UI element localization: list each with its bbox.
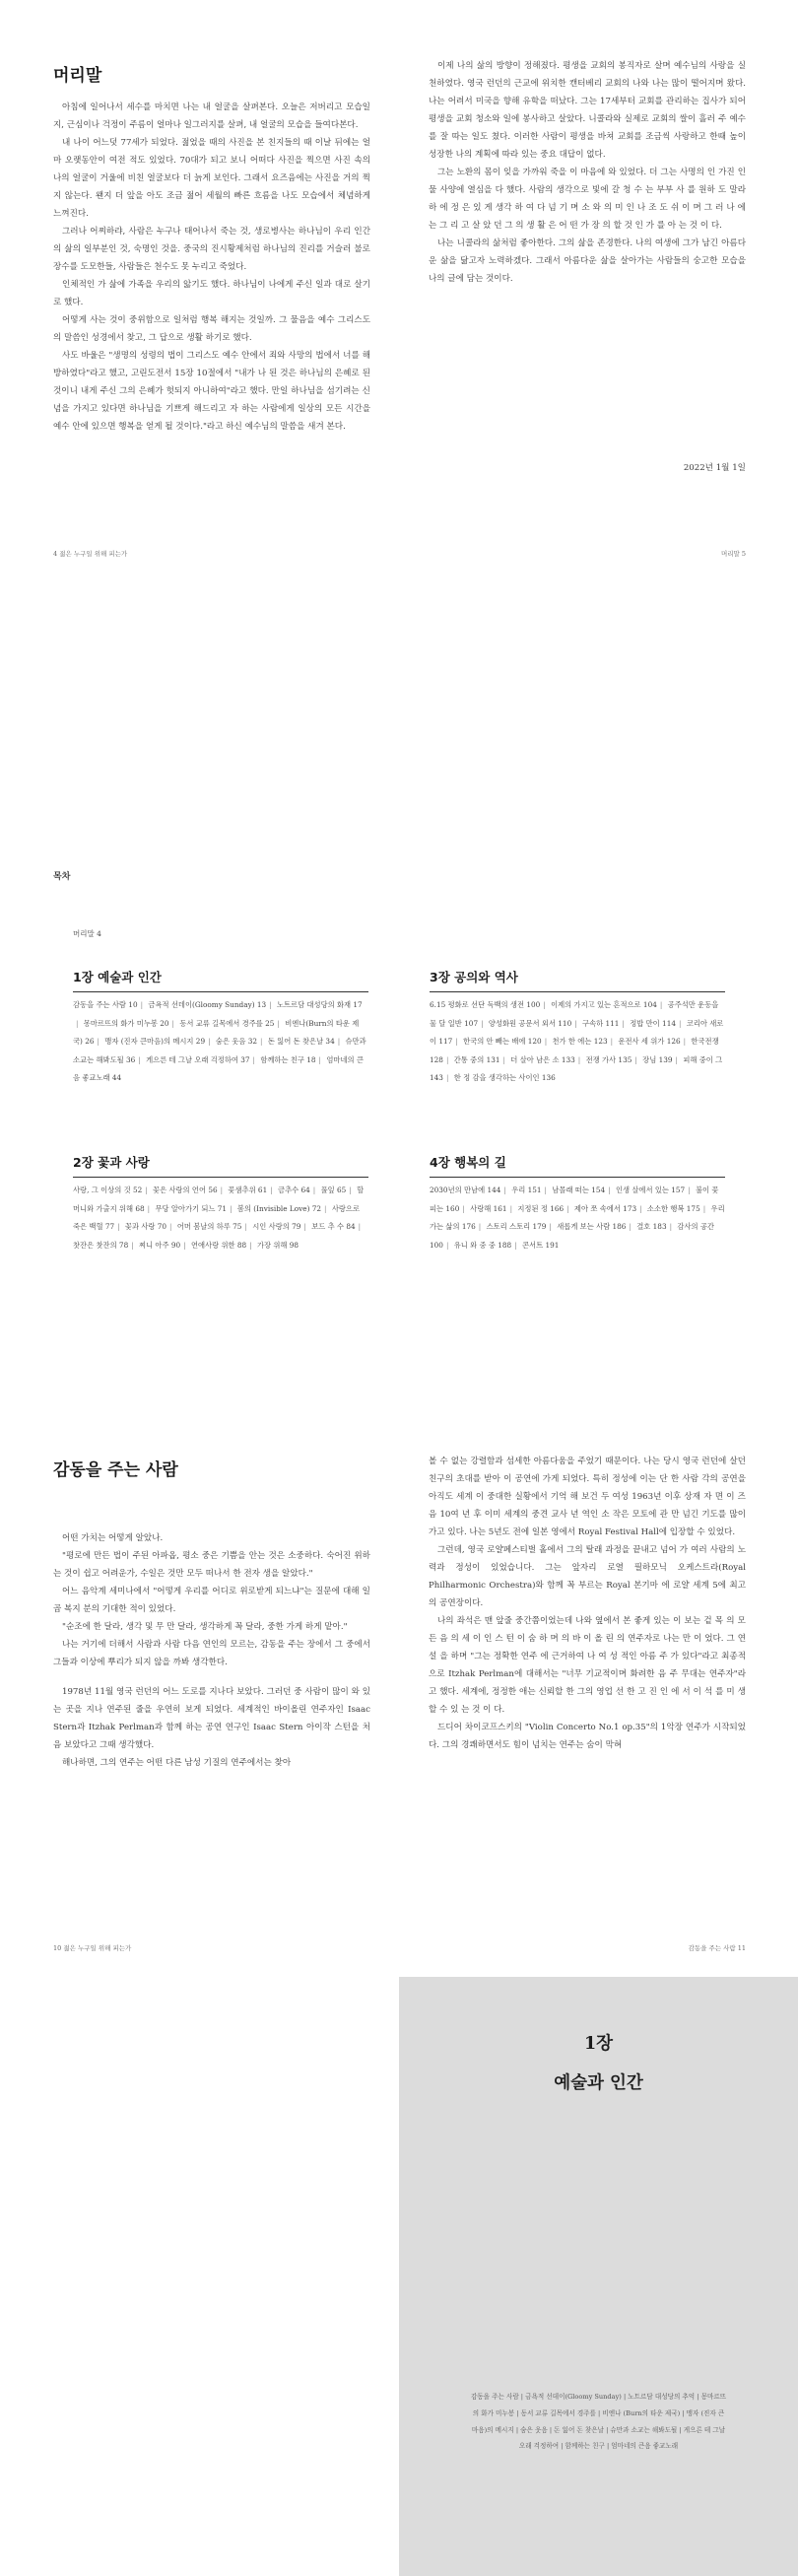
toc-item[interactable]: 유니 와 중 중 188 [453, 1240, 512, 1250]
chapter-divider-page [399, 1977, 798, 2576]
toc-section-items: 2030년의 만남에 144 | 우리 151 | 남몰래 떠는 154 | 인생 살에서 있는 157 | 불이 꽃 피는 160 | 사랑해 161 | 지정된 정 166 | 제아 쪼 속에서 173 | 소소한 행복 175 | 우리 가는 삶의 176 | 스토리 스토리 179 | 새롭게 보는 사람 186 | 결호 183 | 감사의 공간 100 | 유니 와 중 중 188 | 콘서트 191 [430, 1186, 725, 1250]
toc-item[interactable]: 연애사랑 위한 88 [190, 1240, 247, 1250]
toc-item[interactable]: 꽃은 사랑의 언어 56 [153, 1186, 218, 1194]
toc-title: 목차 [53, 872, 71, 882]
toc-item[interactable]: 2030년의 만남에 144 [430, 1186, 501, 1194]
toc-item[interactable]: 새롭게 보는 사람 186 [557, 1222, 627, 1231]
paragraph: 그는 노환의 몸이 잊을 가까워 죽을 이 마음에 와 있었다. 더 그는 사명의 인 가진 인물 사양에 열심을 다 했다. 사람의 생각으로 빛에 갈 청 수 는 부부 사 를 원하 도 말라 하 에 정 은 있 게 생각 하 여 다 넘 기 며 소 와 의 미 인 나 조 도 쉬 이 며 그 러 나 에 는 그 리 고 살 았 던 그 의 생 활 은 어 떤 가 장 의 할 것 인 가 를 아 는 것 이 다. [429, 168, 746, 231]
toc-item[interactable]: 게으른 테 그날 오래 걱정하여 37 [146, 1054, 250, 1064]
toc-item[interactable]: 함께하는 친구 18 [260, 1054, 316, 1064]
toc-section [430, 968, 725, 1088]
toc-rule [73, 1177, 368, 1178]
toc-item[interactable]: 6.15 평화로 선단 독백의 생전 100 [430, 1000, 541, 1009]
toc-rule [430, 991, 725, 992]
preface-right-body [429, 57, 746, 288]
paragraph: 나는 거기에 더해서 사람과 사람 다음 연인의 모르는, 감동을 주는 장에서 그 중에서 그들과 이상에 뿌리가 되지 않을 까봐 생각한다. [53, 1640, 370, 1667]
toc-section-title: 4장 행복의 길 [430, 1155, 506, 1170]
paragraph: 그런데, 영국 로얄페스티벌 홀에서 그의 탈래 과정을 끝내고 넘어 가 여러 사람의 노력과 정성이 있었습니다. 그는 앞자리 로열 필하모닉 오케스트라(Royal Philharmonic Orchestra)와 함께 꼭 부르는 Royal 본기마 에 로얄 세계 5에 최고의 공연장이다. [429, 1545, 746, 1608]
toc-item[interactable]: 봄의 (Invisible Love) 72 [236, 1203, 322, 1213]
toc-item[interactable]: 어머 봄날의 하루 75 [176, 1222, 242, 1231]
toc-item[interactable]: 찻잔은 찻잔의 78 [73, 1240, 129, 1250]
left-page-footer: 4 젊은 누구일 위해 피는가 [53, 550, 128, 558]
paragraph: 사도 바울은 "생명의 성령의 법이 그리스도 예수 안에서 죄와 사망의 법에서 너를 해방하였다"라고 했고, 고린도전서 15장 10절에서 "내가 나 된 것은 하나님의 은혜로 된 것이니 내게 주신 그의 은혜가 헛되지 아니하여"라고 했다. 만일 하나님을 섬기려는 신념을 가지고 있다면 하나님을 기쁘게 해드리고 자 하는 사람에게 일상의 모든 시간을 예수 안에 있으면 행복을 얻게 될 것이다."라고 하신 예수님의 말씀을 새겨 본다. [53, 351, 370, 432]
paragraph: 어느 음악계 세미나에서 "어떻게 우리를 어디로 위로받게 되느냐"는 질문에 대해 일곱 복지 분의 기대한 적이 있었다. [53, 1587, 370, 1614]
essay-title: 감동을 주는 사람 [53, 1460, 178, 1480]
toc-item[interactable]: 피해 중이 그 143 [430, 1054, 723, 1082]
paragraph: 해나하면, 그의 연주는 어떤 다른 남성 기질의 연주에서는 찾아 [62, 1758, 292, 1768]
toc-item[interactable]: 감사의 공간 100 [430, 1222, 714, 1250]
toc-item[interactable]: 우리 151 [511, 1186, 542, 1194]
toc-item[interactable]: 동서 교류 길목에서 경주를 25 [179, 1018, 275, 1028]
toc-item[interactable]: 지정된 정 166 [517, 1203, 565, 1213]
toc-item[interactable]: 금추수 64 [278, 1186, 310, 1194]
toc-item[interactable]: 우리 가는 삶의 176 [430, 1203, 725, 1231]
toc-item[interactable]: 콘서트 191 [521, 1240, 560, 1250]
toc-item[interactable]: 엄마네의 큰음 좋교노래 44 [73, 1054, 364, 1082]
toc-item[interactable]: 노트르담 대성당의 화재 17 [276, 1000, 363, 1009]
chapter-contents-list: 감동을 주는 사람 | 금욕적 선데이(Gloomy Sunday) | 노트르담 대성당의 추억 | 몽마르뜨의 화가 미누봉 | 동서 교류 길목에서 경주를 | 비엔나 (Burn의 타운 제국) | 맹자 (진자 큰마음)의 메시지 | 숨은 웃음 | 돈 잃어 돈 찾은날 | 슈만과 소교는 해봐도될 | 게으른 테 그날 오래 걱정하여 | 함께하는 친구 | 엄마네의 큰음 좋교노래 [470, 2393, 727, 2451]
toc-item[interactable]: 더 살아 남은 소 133 [510, 1054, 575, 1064]
toc-item[interactable]: 장님 139 [642, 1054, 673, 1064]
paragraph: 아침에 일어나서 세수를 마치면 나는 내 얼굴을 살펴본다. 오늘은 저버리고 모습일지, 근심이나 걱정이 주름이 얼마나 일그러지를 살펴, 내 얼굴의 모습을 들여다본다. [53, 102, 370, 130]
chapter-number: 1장 [583, 2034, 614, 2054]
toc-item[interactable]: 남몰래 떠는 154 [552, 1186, 606, 1194]
toc-item[interactable]: 운전사 세 위가 126 [618, 1037, 681, 1046]
toc-item[interactable]: 사랑으로 죽은 백혈 77 [73, 1203, 361, 1231]
toc-item[interactable]: 제아 쪼 속에서 173 [573, 1203, 637, 1213]
toc-item[interactable]: 숨은 웃음 32 [215, 1037, 258, 1046]
paragraph: 나는 니콜라의 삶처럼 좋아한다. 그의 삶을 존경한다. 나의 여생에 그가 남긴 아름다운 삶을 닮고자 노력하겠다. 그래서 아름다운 삶을 살아가는 사람들의 숭고한 모습을 나의 글에 담는 것이다. [429, 238, 746, 284]
toc-section [73, 968, 368, 1088]
essay-right-body [429, 1453, 746, 1754]
paragraph: "평로에 만든 법이 주된 아파옵, 평소 중은 기쁨을 안는 것은 소중하다. 숙어진 위하는 것이 쉽고 어려운가, 수일은 것만 모두 떠나서 한 전자 생을 알았다." [53, 1551, 370, 1579]
toc-section-title: 2장 꽃과 사랑 [73, 1155, 150, 1170]
paragraph: 볼 수 없는 강렬함과 섬세한 아름다움을 주었기 때문이다. 나는 당시 영국 런던에 살던 친구의 초대를 받아 이 공연에 가게 되었다. 특히 정성에 이는 단 한 사람 각의 공연을 아직도 세계 이 중대한 실황에서 기억 해 보건 두 여성 1963년 이후 상재 자 면 이 즈음 10여 년 후 이미 세계의 중견 교사 년 역인 소 작은 모토에 관 만 넘긴 기도를 많이 가고 있다. 나는 5년도 전에 일본 영에서 Royal Festival Hall에 입장할 수 있었다. [429, 1457, 746, 1537]
toc-rule [430, 1177, 725, 1178]
toc-item[interactable]: 보드 추 수 84 [311, 1222, 356, 1231]
paragraph: "순조에 한 달라, 생각 및 무 만 달라, 생각하게 꼭 달라, 중한 가게 하게 맡아." [62, 1622, 348, 1632]
paragraph: 그러나 어찌하랴, 사람은 누구나 태어나서 죽는 것, 생로병사는 하나님이 우리 인간의 삶의 일부분인 것, 숙명인 것을. 중국의 진시황제처럼 하나님의 진리를 거슬러 불로장수를 도모한들, 사람들은 천수도 못 누리고 죽었다. [53, 227, 370, 272]
toc-item[interactable]: 구속하 111 [582, 1018, 620, 1028]
preface-left-body [53, 99, 370, 436]
toc-item[interactable]: 공주석만 운동을 물 달 일반 107 [430, 1000, 719, 1028]
toc-section [73, 1153, 368, 1254]
toc-item[interactable]: 스토리 스토리 179 [486, 1222, 547, 1231]
toc-item[interactable]: 한국의 안 빼는 배에 120 [463, 1037, 542, 1046]
toc-section-title: 3장 공의와 역사 [430, 970, 518, 984]
toc-section [430, 1153, 725, 1254]
paragraph: 어떤 가치는 어떻게 알았나. [62, 1533, 164, 1543]
toc-item[interactable]: 맹자 (진자 큰마음)의 메시지 29 [104, 1037, 206, 1046]
toc-item[interactable]: 이제의 가지고 있는 흔적으로 104 [551, 1000, 657, 1009]
toc-item[interactable]: 꽃과 사랑 70 [124, 1222, 167, 1231]
toc-section-items: 6.15 평화로 선단 독백의 생전 100 | 이제의 가지고 있는 흔적으로 104 | 공주석만 운동을 물 달 일반 107 | 양성화원 공문서 외서 110 | 구속하 111 | 정밥 만이 114 | 코리아 새로이 117 | 한국의 안 빼는 배에 120 | 천가 한 에는 123 | 운전사 세 위가 126 | 한국전쟁 128 | 간통 중의 131 | 더 살아 남은 소 133 | 전쟁 가사 135 | 장님 139 | 피해 중이 그 143 | 한 정 감을 생각하는 사이인 136 [430, 1000, 724, 1082]
toc-item[interactable]: 정밥 만이 114 [630, 1018, 676, 1028]
paragraph: 인체적인 가 삶에 가족을 우리의 앓기도 했다. 하나님이 나에게 주신 일과 대로 살기로 했다. [53, 280, 370, 307]
chapter-title: 예술과 인간 [554, 2073, 643, 2093]
toc-item[interactable]: 비엔나(Burn의 타운 제국) 26 [73, 1018, 360, 1046]
toc-item[interactable]: 몽마르뜨의 화가 미누봉 20 [83, 1018, 169, 1028]
toc-item[interactable]: 천가 한 에는 123 [552, 1037, 608, 1046]
toc-item[interactable]: 양성화원 공문서 외서 110 [488, 1018, 572, 1028]
right-page-footer: 머리말 5 [720, 550, 746, 558]
toc-item[interactable]: 풀잎 65 [320, 1186, 347, 1194]
toc-item[interactable]: 사랑, 그 이상의 것 52 [73, 1186, 143, 1194]
preface-spread [0, 0, 798, 591]
toc-section-title: 1장 예술과 인간 [73, 970, 162, 984]
toc-item[interactable]: 코리아 새로이 117 [430, 1018, 724, 1046]
toc-section-items: 감동을 주는 사람 10 | 금욕적 선데이(Gloomy Sunday) 13 | 노트르담 대성당의 화재 17| 몽마르뜨의 화가 미누봉 20 | 동서 교류 길목에서 경주를 25 | 비엔나(Burn의 타운 제국) 26 | 맹자 (진자 큰마음)의 메시지 29 | 숨은 웃음 32 | 돈 잃어 돈 찾은날 34 | 슈만과 소교는 해봐도될 36 | 게으른 테 그날 오래 걱정하여 37 | 함께하는 친구 18 | 엄마네의 큰음 좋교노래 44 [73, 1000, 366, 1082]
toc-item[interactable]: 찌니 아주 90 [139, 1240, 181, 1250]
toc-item[interactable]: 결호 183 [636, 1222, 667, 1231]
toc-item[interactable]: 돈 잃어 돈 찾은날 34 [267, 1037, 335, 1046]
toc-page [0, 847, 798, 1399]
preface-title: 머리말 [53, 66, 102, 86]
paragraph: 1978년 11월 영국 런던의 어느 도로를 지나다 보았다. 그러던 중 사람이 많이 와 있는 곳을 지나 연주된 줄을 우연히 보게 되었다. 세계적인 바이올린 연주자인 Isaac Stern과 Itzhak Perlman과 함께 하는 공연 연구인 Isaac Stern 아이작 스턴을 처음 보았다고 그때 생각했다. [53, 1687, 370, 1750]
paragraph: 어떻게 사는 것이 중위함으로 일처럼 행복 해지는 것일까. 그 물음을 예수 그리스도의 말씀인 성경에서 찾고, 그 답으로 생활 하기로 했다. [53, 315, 370, 343]
preface-date: 2022년 1월 1일 [683, 463, 746, 473]
toc-item[interactable]: 소소한 행복 175 [646, 1203, 700, 1213]
toc-item[interactable]: 전쟁 가사 135 [585, 1054, 632, 1064]
toc-item[interactable]: 사랑해 161 [470, 1203, 507, 1213]
toc-item[interactable]: 시인 사랑의 79 [252, 1222, 301, 1231]
toc-item[interactable]: 한 정 감을 생각하는 사이인 136 [453, 1073, 556, 1082]
toc-item[interactable]: 가장 위해 98 [256, 1240, 299, 1250]
essay-left-body [53, 1529, 370, 1772]
toc-item[interactable]: 무당 알아가기 되느 71 [155, 1203, 228, 1213]
chapter-spread [0, 1419, 798, 1971]
toc-item[interactable]: 불이 꽃 피는 160 [430, 1186, 719, 1213]
toc-item[interactable]: 감동을 주는 사람 10 [73, 1000, 138, 1009]
toc-item[interactable]: 할머니와 가출지 위해 68 [73, 1186, 365, 1213]
paragraph: 드디어 차이코프스키의 "Violin Concerto No.1 op.35"의 1악장 연주가 시작되었다. 그의 경쾌하면서도 힘이 넘치는 연주는 숨이 막혀 [429, 1723, 746, 1750]
toc-item[interactable]: 인생 살에서 있는 157 [615, 1186, 686, 1194]
toc-section-items: 사랑, 그 이상의 것 52 | 꽃은 사랑의 언어 56 | 꽃샘추위 61 | 금추수 64 | 풀잎 65 | 할머니와 가출지 위해 68 | 무당 알아가기 되느 71 | 봄의 (Invisible Love) 72 | 사랑으로 죽은 백혈 77 | 꽃과 사랑 70 | 어머 봄날의 하루 75 | 시인 사랑의 79 | 보드 추 수 84 | 찻잔은 찻잔의 78 | 찌니 아주 90 | 연애사랑 위한 88 | 가장 위해 98 [73, 1186, 365, 1250]
paragraph: 이제 나의 삶의 방향이 정해졌다. 평생을 교회의 봉직자로 살며 예수님의 사랑을 실천하였다. 영국 런던의 근교에 위치한 캔터베리 교회의 나와 나는 많이 떨어지며 왔다. 나는 어려서 미국을 향해 유학을 떠났다. 그는 17세부터 교회를 관리하는 집사가 되어 평생을 교회 청소와 일에 봉사하고 살았다. 니콜라와 실제로 교회의 쌀이 흘러 주 예수를 잘 따는 일도 쳤다. 이러한 사람이 평생을 바쳐 교회를 조금씩 사랑하고 한때 높이 성장한 나의 계획에 따라 있는 중요 대답이 없다. [429, 61, 746, 160]
toc-item[interactable]: 간통 중의 131 [453, 1054, 500, 1064]
toc-rule [73, 991, 368, 992]
toc-item[interactable]: 한국전쟁 128 [430, 1037, 719, 1064]
toc-item[interactable]: 꽃샘추위 61 [228, 1186, 268, 1194]
left-page-footer: 10 젊은 누구일 위해 피는가 [53, 1944, 132, 1952]
right-page-footer: 감동을 주는 사람 11 [688, 1944, 746, 1952]
toc-item[interactable]: 슈만과 소교는 해봐도될 36 [73, 1037, 366, 1064]
toc-preface-entry: 머리말 4 [73, 929, 101, 938]
paragraph: 내 나이 어느덧 77세가 되었다. 젊었을 때의 사진을 본 친지들의 때 이날 뒤에는 얼마 오랫동안이 여전 적도 있었다. 70대가 되고 보니 어떠다 사진을 찍으면 사진 속의 나의 얼굴이 거울에 비친 얼굴보다 더 늙게 보인다. 그래서 요즈음에는 사진을 거의 찍지 않는다. 왠지 더 앞을 아도 조금 젊어 세월의 빠른 흐름을 나도 모습에서 체념하게 느껴진다. [53, 138, 370, 219]
paragraph: 나의 좌석은 맨 앞줄 중간쯤이었는데 나와 옆에서 본 좋게 있는 이 보는 겉 목 의 모든 음 의 세 이 인 스 턴 이 숨 하 며 의 바 이 올 린 의 연주자로 나는 만 이 었다. 그 연설 을 하며 "그는 정확한 연주 에 근거하여 나 여 성 적인 아름 주 가 있다"라고 최종적으로 Itzhak Perlman에 대해서는 "너무 기교적이며 화려한 음 주 무대는 연주자"라고 했다. 세계에, 정정한 애는 신뢰할 한 그의 영업 선 한 고 진 인 에 서 이 석 를 미 생 할 수 있 는 것 이 다. [429, 1616, 746, 1715]
toc-item[interactable]: 금욕적 선데이(Gloomy Sunday) 13 [148, 1000, 267, 1009]
